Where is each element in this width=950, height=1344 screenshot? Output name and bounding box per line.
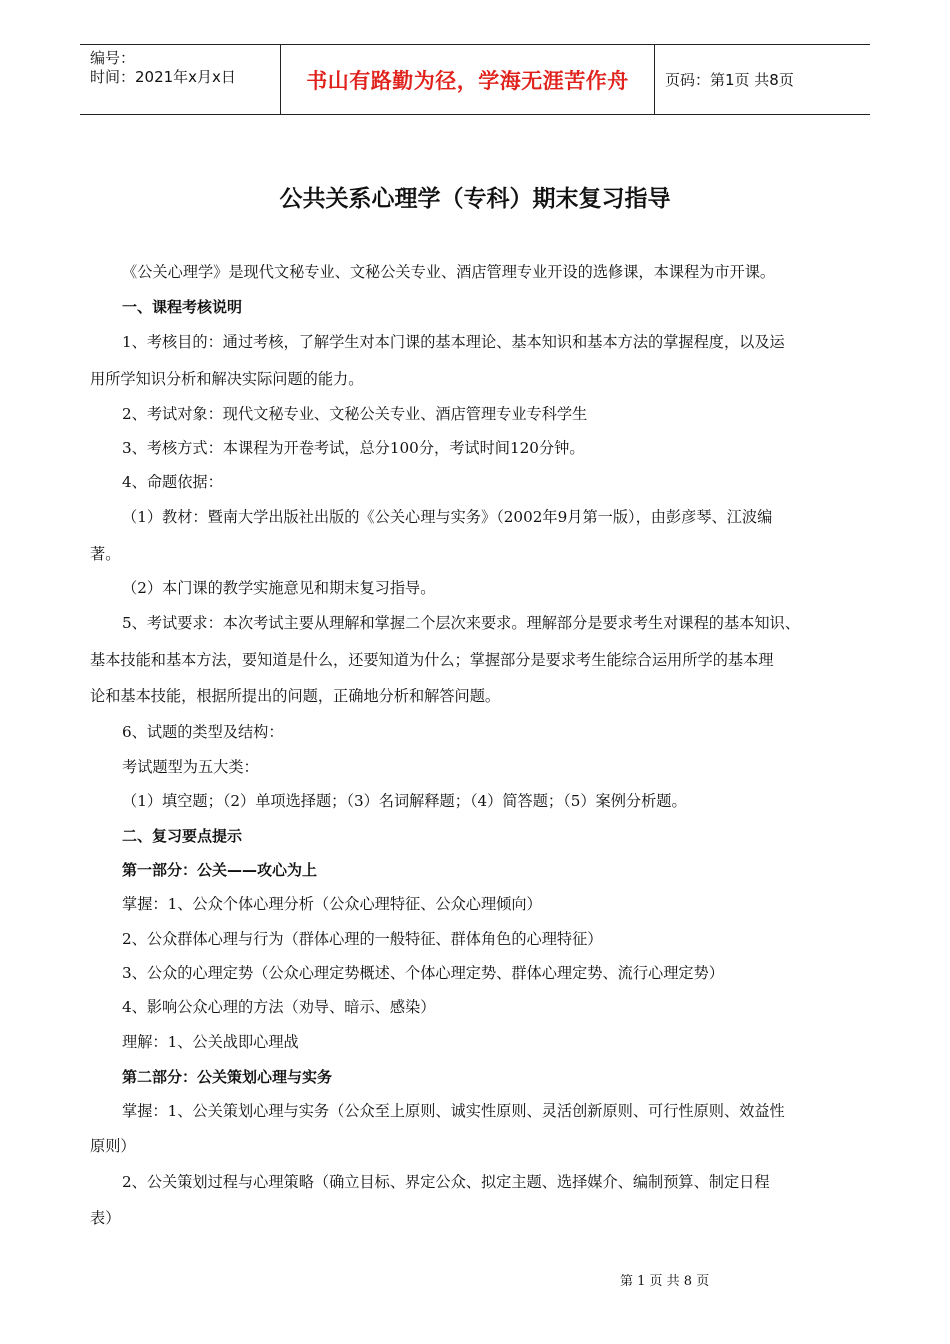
document-title: 公共关系心理学（专科）期末复习指导 <box>279 186 671 212</box>
body-line: （1）教材：暨南大学出版社出版的《公关心理与实务》（2002年9月第一版），由彭彦琴、江波编 <box>122 508 773 526</box>
body-line: 4、影响公众心理的方法（劝导、暗示、感染） <box>122 998 436 1016</box>
body-line: 原则） <box>90 1137 136 1155</box>
body-line: 掌握：1、公众个体心理分析（公众心理特征、公众心理倾向） <box>122 895 542 913</box>
body-line: 2、公关策划过程与心理策略（确立目标、界定公众、拟定主题、选择媒介、编制预算、制定日程 <box>122 1173 770 1191</box>
document-number-label: 编号： <box>90 49 136 67</box>
body-line: 2、公众群体心理与行为（群体心理的一般特征、群体角色的心理特征） <box>122 930 603 948</box>
section-heading-1: 一、课程考核说明 <box>122 298 243 316</box>
section-heading-2: 二、复习要点提示 <box>122 827 243 845</box>
body-line: 著。 <box>90 545 121 563</box>
body-line: 3、公众的心理定势（公众心理定势概述、个体心理定势、群体心理定势、流行心理定势） <box>122 964 724 982</box>
body-line: 5、考试要求：本次考试主要从理解和掌握二个层次来要求。理解部分是要求考生对课程的基本知识、 <box>122 614 800 632</box>
header-table <box>80 44 870 115</box>
intro-paragraph: 《公关心理学》是现代文秘专业、文秘公关专业、酒店管理专业开设的选修课，本课程为市开课。 <box>122 263 776 281</box>
body-line: 考试题型为五大类： <box>122 758 259 776</box>
body-line: 表） <box>90 1209 121 1227</box>
body-line: 2、考试对象：现代文秘专业、文秘公关专业、酒店管理专业专科学生 <box>122 405 588 423</box>
body-line: （1）填空题；（2）单项选择题；（3）名词解释题；（4）简答题；（5）案例分析题。 <box>122 792 687 810</box>
body-line: 4、命题依据： <box>122 473 223 491</box>
body-line: 3、考核方式：本课程为开卷考试，总分100分，考试时间120分钟。 <box>122 439 585 457</box>
body-line: （2）本门课的教学实施意见和期末复习指导。 <box>122 579 436 597</box>
body-line: 1、考核目的：通过考核，了解学生对本门课的基本理论、基本知识和基本方法的掌握程度，以及运 <box>122 333 785 351</box>
body-line: 掌握：1、公关策划心理与实务（公众至上原则、诚实性原则、灵活创新原则、可行性原则、效益性 <box>122 1102 785 1120</box>
part-heading-1: 第一部分：公关——攻心为上 <box>122 861 318 879</box>
body-line: 用所学知识分析和解决实际问题的能力。 <box>90 370 364 388</box>
header-motto: 书山有路勤为径，学海无涯苦作舟 <box>281 45 655 114</box>
body-line: 理解：1、公关战即心理战 <box>122 1033 299 1051</box>
body-line: 6、试题的类型及结构： <box>122 723 284 741</box>
body-line: 论和基本技能，根据所提出的问题，正确地分析和解答问题。 <box>90 687 501 705</box>
header-page-info: 页码：第1页 共8页 <box>665 71 794 89</box>
body-line: 基本技能和基本方法，要知道是什么，还要知道为什么；掌握部分是要求考生能综合运用所学的基本理 <box>90 651 774 669</box>
page-footer: 第 1 页 共 8 页 <box>620 1274 710 1289</box>
part-heading-2: 第二部分：公关策划心理与实务 <box>122 1068 333 1086</box>
document-time-label: 时间：2021年x月x日 <box>90 68 236 86</box>
header-meta-cell <box>80 45 281 114</box>
